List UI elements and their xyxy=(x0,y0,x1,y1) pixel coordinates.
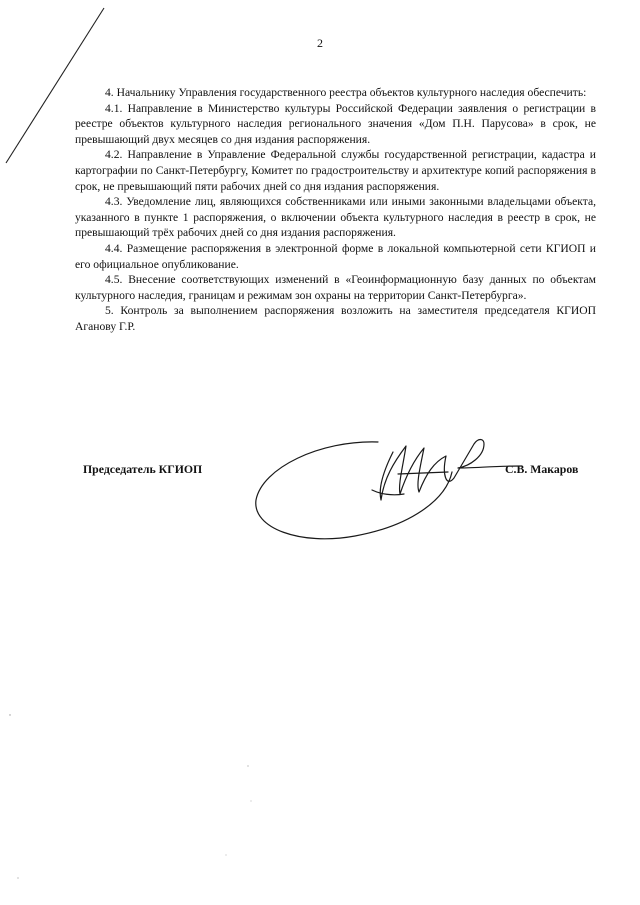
paragraph-4-2: 4.2. Направление в Управление Федеральной службы государственной регистрации, кадастра и картографии по Санкт-Петербургу, Комитет по градостроительству и архитектуре копий распоряжения в срок, не превышающий пяти рабочих дней со дня издания распоряжения. xyxy=(75,148,596,193)
document-body xyxy=(75,85,596,335)
page-number: 2 xyxy=(317,36,323,50)
signatory-title: Председатель КГИОП xyxy=(83,462,203,476)
paragraph-4-4: 4.4. Размещение распоряжения в электронной форме в локальной компьютерной сети КГИОП и его официальное опубликование. xyxy=(75,241,596,271)
scan-specks xyxy=(9,714,251,878)
signatory-name: С.В. Макаров xyxy=(505,462,579,476)
paragraph-5: 5. Контроль за выполнением распоряжения возложить на заместителя председателя КГИОП Аганову Г.Р. xyxy=(75,304,596,333)
paragraph-4-3: 4.3. Уведомление лиц, являющихся собственниками или иными законными владельцами объекта, указанного в пункте 1 распоряжения, о включении объекта культурного наследия в реестр в срок, не превышающий трёх рабочих дней со дня издания распоряжения. xyxy=(75,195,596,240)
paragraph-4: 4. Начальнику Управления государственного реестра объектов культурного наследия обеспечить: xyxy=(105,86,587,99)
paragraph-4-5: 4.5. Внесение соответствующих изменений в «Геоинформационную базу данных по объектам культурного наследия, границам и режимам зон охраны на территории Санкт-Петербурга». xyxy=(75,273,596,302)
paragraph-4-1: 4.1. Направление в Министерство культуры Российской Федерации заявления о регистрации в реестре объектов культурного наследия регионального значения «Дом П.Н. Парусова» в срок, не превышающий двух месяцев со дня издания распоряжения. xyxy=(75,101,596,146)
handwritten-signature xyxy=(256,440,522,539)
